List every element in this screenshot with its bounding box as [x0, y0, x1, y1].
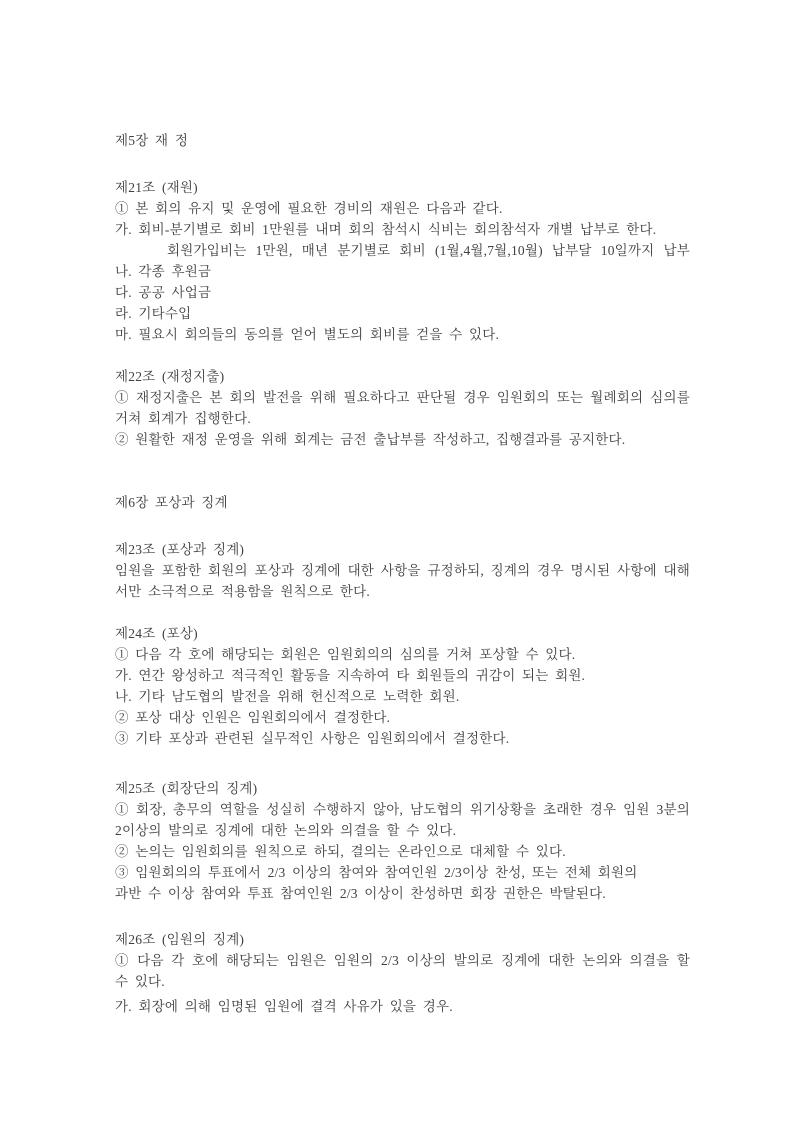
- text-line: ① 재정지출은 본 회의 발전을 위해 필요하다고 판단될 경우 임원회의 또는 월례회의 심의를: [115, 390, 690, 405]
- text-line: 서만 소극적으로 적용함을 원칙으로 한다.: [115, 584, 370, 599]
- article-heading: 제24조 (포상): [115, 626, 198, 641]
- text-line: 가. 회장에 의해 임명된 임원에 결격 사유가 있을 경우.: [115, 999, 453, 1014]
- article-heading: 제21조 (재원): [115, 180, 198, 195]
- text-line: 2이상의 발의로 징계에 대한 논의와 의결을 할 수 있다.: [115, 823, 457, 838]
- blank-line: [115, 471, 690, 492]
- text-line: ① 회장, 총무의 역할을 성실히 수행하지 않아, 남도협의 위기상황을 초래한 경우 임원 3분의: [115, 802, 690, 817]
- article-heading: 제22조 (재정지출): [115, 369, 225, 384]
- text-line: ③ 임원회의의 투표에서 2/3 이상의 참여와 참여인원 2/3이상 찬성, 또는 전체 회원의: [115, 865, 638, 880]
- text-line: 마. 필요시 회의들의 동의를 얻어 별도의 회비를 걷을 수 있다.: [115, 327, 500, 342]
- blank-line: [115, 513, 690, 534]
- chapter-heading: 제6장 포상과 징계: [115, 495, 228, 510]
- document-text-block: [115, 130, 690, 1017]
- text-line: ① 본 회의 유지 및 운영에 필요한 경비의 재원은 다음과 같다.: [115, 201, 503, 216]
- text-line: 임원을 포함한 회원의 포상과 징계에 대한 사항을 규정하되, 징계의 경우 명시된 사항에 대해: [115, 563, 690, 578]
- text-line: ① 다음 각 호에 해당되는 임원은 임원의 2/3 이상의 발의로 징계에 대한 논의와 의결을 할: [115, 953, 690, 968]
- text-line: 다. 공공 사업금: [115, 285, 212, 300]
- text-line: ② 논의는 임원회의를 원칙으로 하되, 결의는 온라인으로 대체할 수 있다.: [115, 844, 566, 859]
- article-heading: 제23조 (포상과 징계): [115, 542, 245, 557]
- blank-line: [115, 345, 690, 366]
- text-line: 회원가입비는 1만원, 매년 분기별로 회비 (1월,4월,7월,10월) 납부달 10일까지 납부: [167, 243, 690, 258]
- text-line: ② 원활한 재정 운영을 위해 회계는 금전 출납부를 작성하고, 집행결과를 공지한다.: [115, 432, 626, 447]
- text-line: 수 있다.: [115, 974, 165, 989]
- blank-line: [115, 602, 690, 623]
- text-line: ① 다음 각 호에 해당되는 회원은 임원회의의 심의를 거쳐 포상할 수 있다.: [115, 647, 576, 662]
- text-line: 나. 각종 후원금: [115, 264, 212, 279]
- text-line: ③ 기타 포상과 관련된 실무적인 사항은 임원회의에서 결정한다.: [115, 731, 510, 746]
- chapter-heading: 제5장 재 정: [115, 133, 189, 148]
- text-line: 거쳐 회계가 집행한다.: [115, 411, 251, 426]
- article-heading: 제25조 (회장단의 징계): [115, 781, 258, 796]
- text-line: 나. 기타 남도협의 발전을 위해 헌신적으로 노력한 회원.: [115, 689, 460, 704]
- text-line: 과반 수 이상 참여와 투표 참여인원 2/3 이상이 찬성하면 회장 권한은 박탈된다.: [115, 886, 606, 901]
- text-line: 가. 연간 왕성하고 적극적인 활동을 지속하여 타 회원들의 귀감이 되는 회원.: [115, 668, 586, 683]
- blank-line: [115, 904, 690, 925]
- blank-line: [115, 749, 690, 770]
- blank-line: [115, 151, 690, 172]
- article-heading: 제26조 (임원의 징계): [115, 932, 245, 947]
- text-line: 라. 기타수입: [115, 306, 192, 321]
- text-line: 가. 회비-분기별로 회비 1만원를 내며 회의 참석시 식비는 회의참석자 개별 납부로 한다.: [115, 222, 657, 237]
- blank-line: [115, 450, 690, 471]
- text-line: ② 포상 대상 인원은 임원회의에서 결정한다.: [115, 710, 391, 725]
